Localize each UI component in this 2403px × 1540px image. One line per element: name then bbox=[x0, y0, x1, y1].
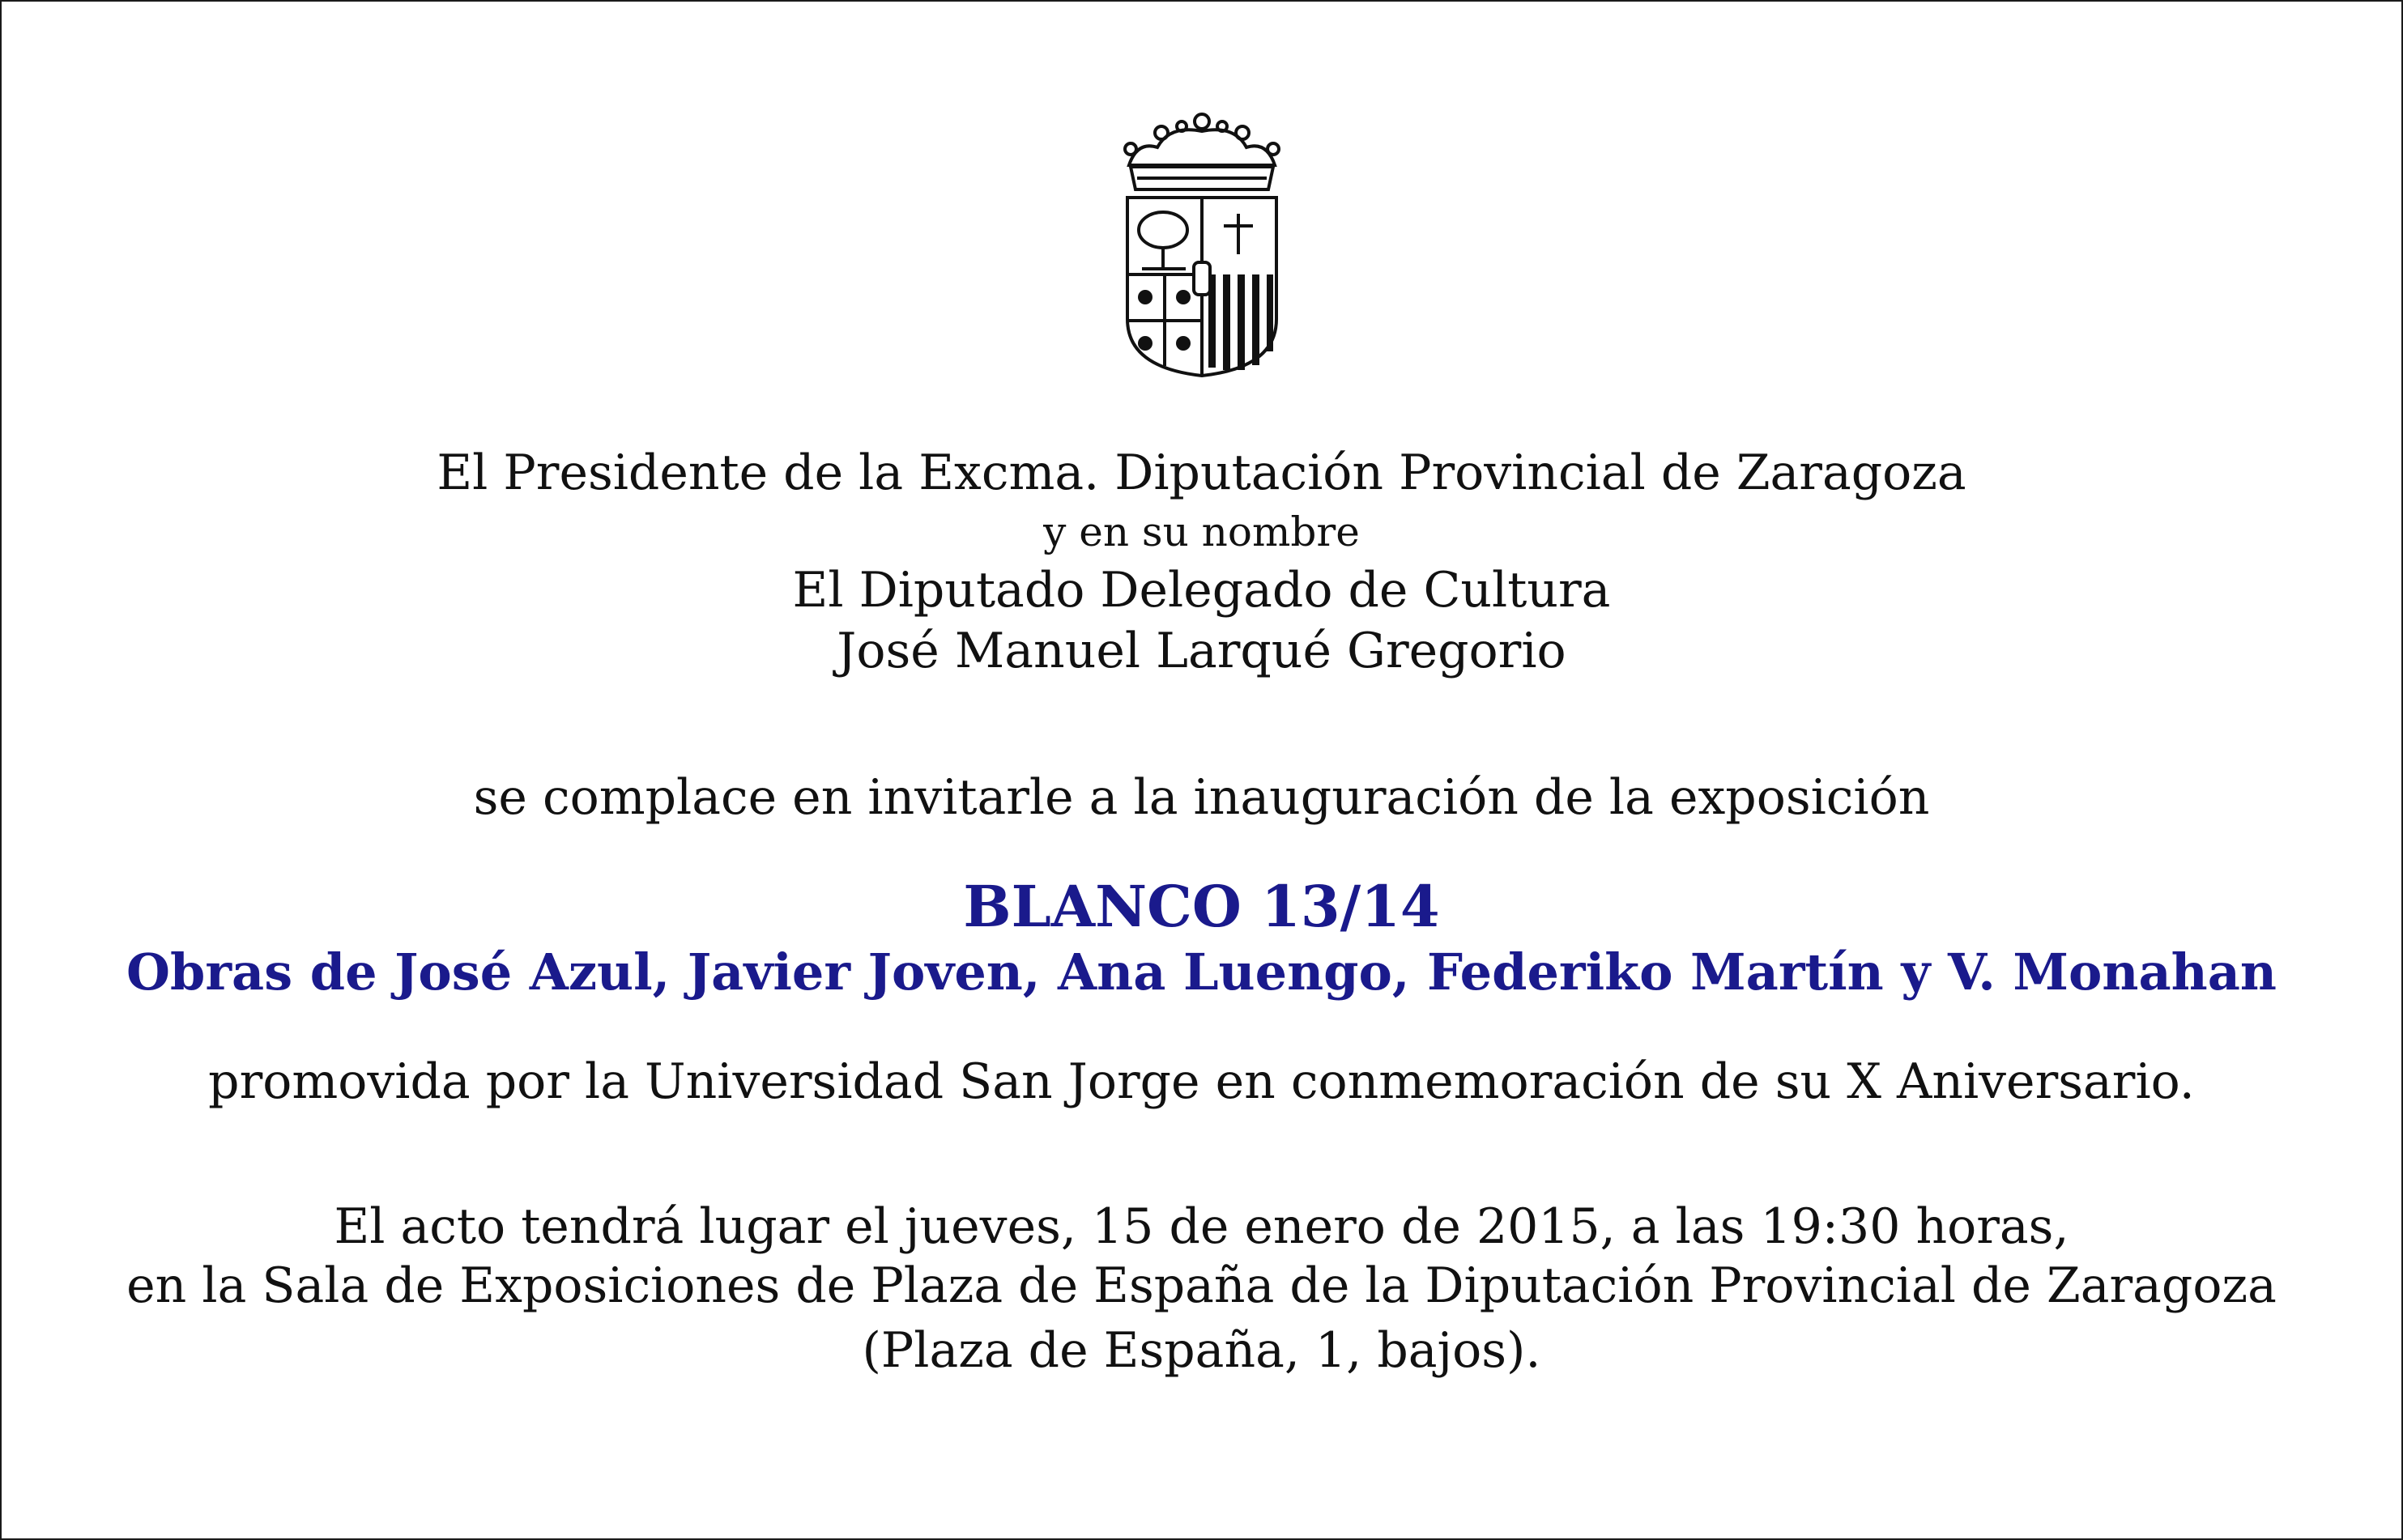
promotion-text: promovida por la Universidad San Jorge en conmemoración de su X Aniversario. bbox=[208, 1053, 2195, 1110]
exhibition-artists: Obras de José Azul, Javier Joven, Ana Luengo, Federiko Martín y V. Monahan bbox=[126, 942, 2277, 1002]
host-line-deputy: El Diputado Delegado de Cultura bbox=[792, 562, 1611, 619]
invitation-text: se complace en invitarle a la inauguración de la exposición bbox=[473, 769, 1930, 826]
event-date-time: El acto tendrá lugar el jueves, 15 de enero de 2015, a las 19:30 horas, bbox=[334, 1198, 2069, 1255]
event-address: (Plaza de España, 1, bajos). bbox=[862, 1322, 1541, 1379]
exhibition-title: BLANCO 13/14 bbox=[963, 873, 1440, 940]
host-line-on-behalf: y en su nombre bbox=[1043, 508, 1360, 555]
event-venue: en la Sala de Exposiciones de Plaza de España de la Diputación Provincial de Zaragoza bbox=[126, 1257, 2277, 1314]
host-line-president: El Presidente de la Excma. Diputación Provincial de Zaragoza bbox=[437, 445, 1966, 501]
host-line-name: José Manuel Larqué Gregorio bbox=[837, 623, 1566, 679]
coat-of-arms-icon bbox=[1113, 108, 1291, 384]
